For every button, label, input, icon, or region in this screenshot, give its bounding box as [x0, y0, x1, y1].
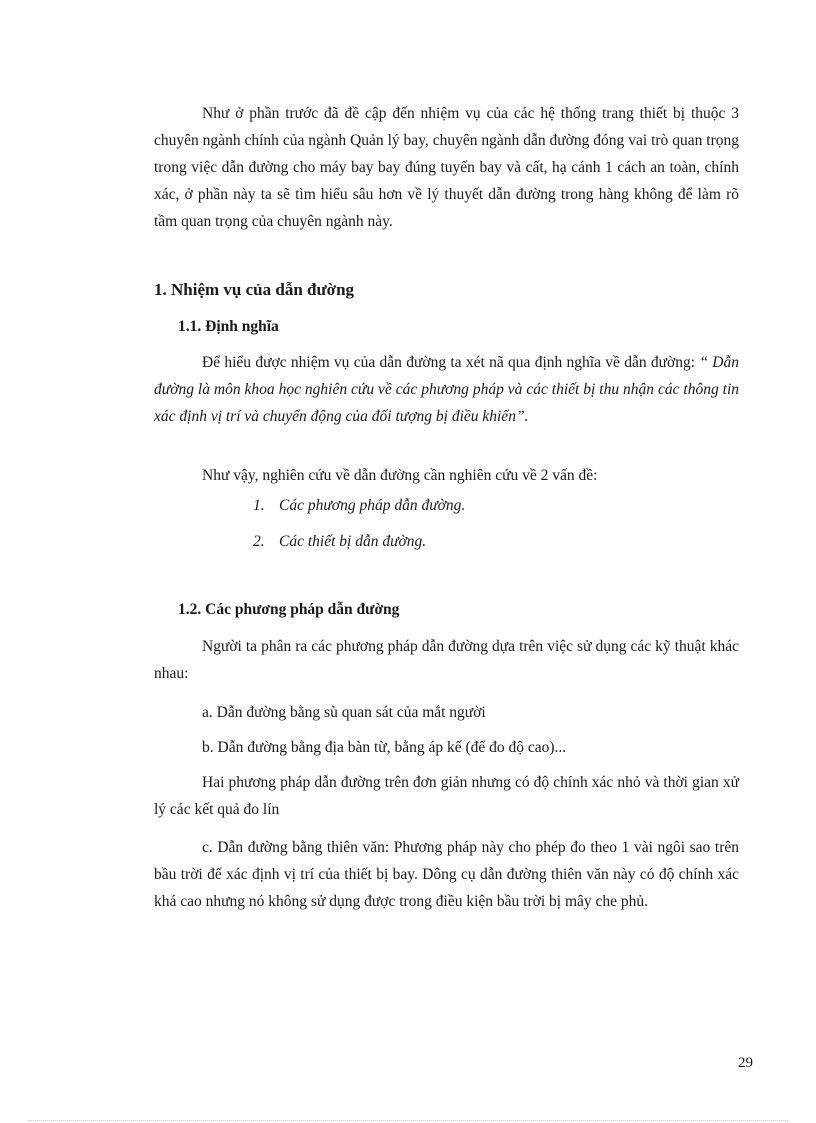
definition-quote: “ Dẫn đường là môn khoa học nghiên cứu về các phương pháp và các thiết bị thu nhận các thông tin xác định vị trí và chuyển động của đối tượng bị điều khiển”. [154, 354, 739, 425]
section-1-heading: 1. Nhiệm vụ của dẫn đường [154, 280, 355, 299]
definition-lead: Để hiểu được nhiệm vụ của dẫn đường ta xét nã qua định nghĩa về dẫn đường: [202, 354, 700, 371]
page-number: 29 [738, 1055, 753, 1071]
methods-intro-paragraph: Người ta phân ra các phương pháp dẫn đường dựa trên việc sử dụng các kỹ thuật khác nhau: [154, 638, 739, 682]
intro-paragraph: Như ở phần trước đã đề cập đến nhiệm vụ của các hệ thống trang thiết bị thuộc 3 chuyên ngành chính của ngành Quản lý bay, chuyên ngành dẫn đường đóng vai trò quan trọng trong việc dẫn đường cho máy bay bay đúng tuyến bay và cất, hạ cánh 1 cách an toàn, chính xác, ở phần này ta sẽ tìm hiểu sâu hơn về lý thuyết dẫn đường trong hàng không để làm rõ tầm quan trọng của chuyên ngành này. [154, 105, 739, 230]
list-item-number: 2. [253, 533, 265, 550]
summary-line: Như vậy, nghiên cứu về dẫn đường cần nghiên cứu về 2 vấn đề: [202, 467, 598, 484]
page-bottom-rule [28, 1120, 788, 1121]
method-b-line: b. Dẫn đường bằng địa bàn từ, bằng áp kế (để đo độ cao)... [202, 739, 567, 756]
list-item [253, 497, 465, 515]
list-item [253, 533, 426, 551]
list-item-number: 1. [253, 497, 265, 514]
method-a-line: a. Dẫn đường bằng sù quan sát của mắt người [202, 704, 486, 721]
list-item-text: Các phương pháp dẫn đường. [279, 497, 466, 514]
methods-comment-paragraph: Hai phương pháp dẫn đường trên đơn giản nhưng có độ chính xác nhỏ và thời gian xử lý các kết quả đo lín [154, 774, 739, 818]
definition-paragraph [154, 349, 739, 430]
section-1-1-heading: 1.1. Định nghĩa [178, 318, 279, 335]
section-1-2-heading: 1.2. Các phương pháp dẫn đường [178, 601, 400, 618]
list-item-text: Các thiết bị dẫn đường. [279, 533, 427, 550]
method-c-paragraph: c. Dẫn đường bằng thiên văn: Phương pháp này cho phép đo theo 1 vài ngôi sao trên bầu trời để xác định vị trí của thiết bị bay. Dông cụ dẫn đường thiên văn này có độ chính xác khá cao nhưng nó không sử dụng được trong điều kiện bầu trời bị mây che phủ. [154, 839, 739, 910]
